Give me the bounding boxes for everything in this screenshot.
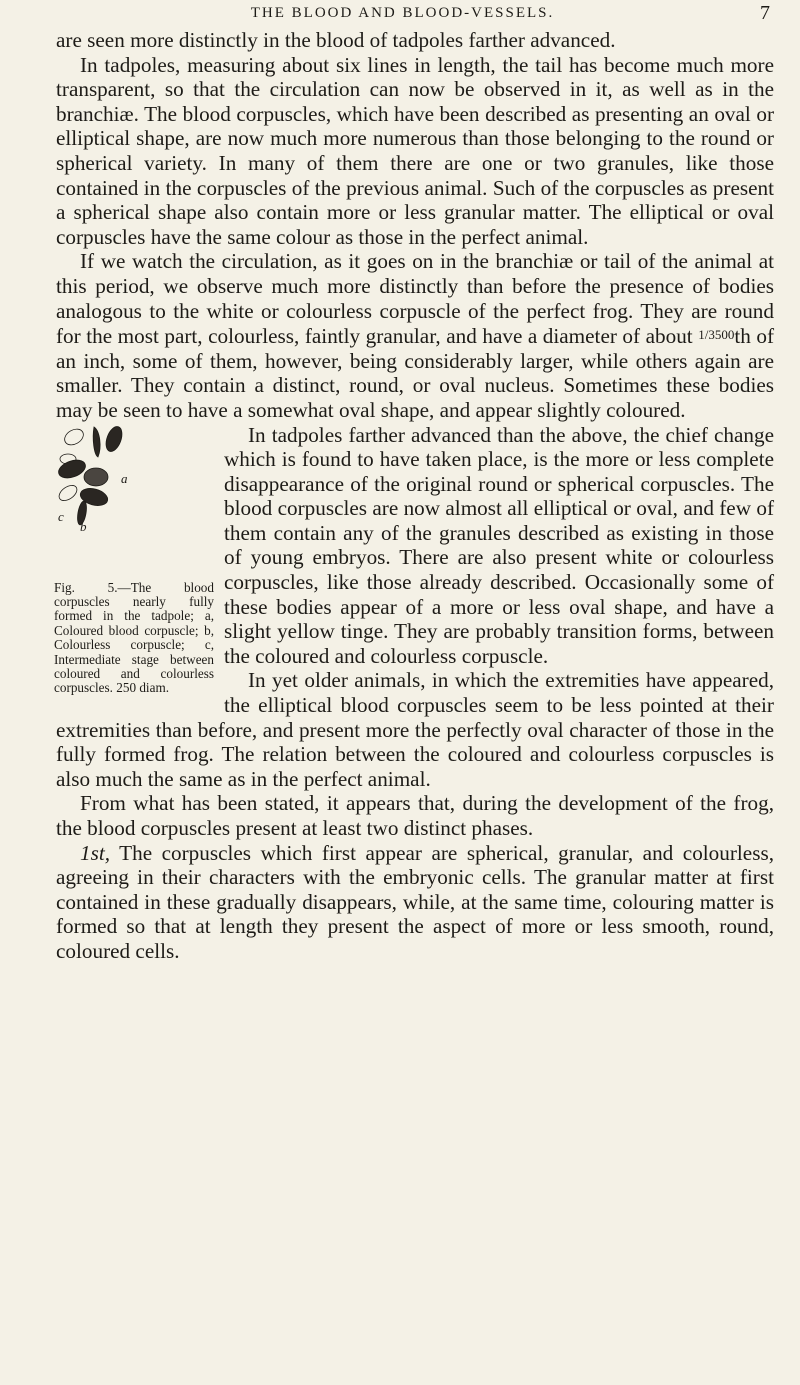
paragraph: In yet older animals, in which the extremities have appeared, the elliptical blood corpuscles seem to be less pointed at their extremities than before, and present more the perfectly oval character of those in the fully formed frog. The relation between the coloured and colourless corpuscles is also much the same as in the perfect animal. [56,668,774,791]
paragraph-text: of an inch, some of them, however, being considerably larger, while others again are smaller. They contain a distinct, round, or oval nucleus. Sometimes these bodies may be seen to have a somewhat oval shape, and appear slightly coloured. [56,324,775,422]
page-number: 7 [760,1,770,24]
fraction-numerator: 1 [698,327,705,343]
figure [54,425,214,696]
body-text [56,28,774,964]
paragraph-text: The corpuscles which first appear are spherical, granular, and colourless, agreeing in their characters with the embryonic cells. The granular matter at first contained in these gradually disappears, while, at the same time, colouring matter is formed so that at length they present the aspect of more or less smooth, round, coloured cells. [56,840,774,963]
label-b: b [80,518,87,534]
label-c: c [58,508,64,524]
fraction-denominator: 3500 [708,327,735,343]
fraction-suffix: th [734,324,751,349]
running-title: THE BLOOD AND BLOOD-VESSELS. [250,4,555,21]
paragraph-text: If we watch the circulation, as it goes on in the branchiæ or tail of the animal at this period, we observe much more distinctly than before the presence of bodies analogous to the white or colourless corpuscle of the perfect frog. They are round for the most part, colourless, faintly granular, and have a diameter of about [56,249,774,349]
paragraph: From what has been stated, it appears that, during the development of the frog, the blood corpuscles present at least two distinct phases. [56,791,774,840]
running-header [45,0,770,26]
list-marker: 1st, [80,840,111,865]
paragraph [56,249,774,422]
paragraph [56,841,774,964]
figure-caption: Fig. 5.—The blood corpuscles nearly fully formed in the tadpole; a, Coloured blood corpuscle; b, Colourless corpuscle; c, Intermediate stage between coloured and colourless corpuscles. 250 diam. [54,579,214,696]
paragraph: In tadpoles, measuring about six lines in length, the tail has become much more transparent, so that the circulation can now be observed in it, as well as in the branchiæ. The blood corpuscles, which have been described as presenting an oval or elliptical shape, are now much more numerous than those belonging to the round or spherical variety. In many of them there are one or two granules, like those contained in the corpuscles of the previous animal. Such of the corpuscles as present a spherical shape also contain more or less granular matter. The elliptical or oval corpuscles have the same colour as those in the perfect animal. [56,52,774,249]
label-a: a [121,470,128,486]
paragraph: In tadpoles farther advanced than the above, the chief change which is found to have taken place, is the more or less complete disappearance of the original round or spherical corpuscles. The blood corpuscles are now almost all elliptical or oval, and few of them contain any of the granules described as existing in those of young embryos. There are also present white or colourless corpuscles, like those already described. Occasionally some of these bodies appear of a more or less oval shape, and have a slight yellow tinge. They are probably transition forms, between the coloured and colourless corpuscle. [224,422,774,668]
paragraph: are seen more distinctly in the blood of tadpoles farther advanced. [56,28,616,52]
fraction: 1/3500 [698,327,735,343]
blood-corpuscle-figure [54,425,204,577]
